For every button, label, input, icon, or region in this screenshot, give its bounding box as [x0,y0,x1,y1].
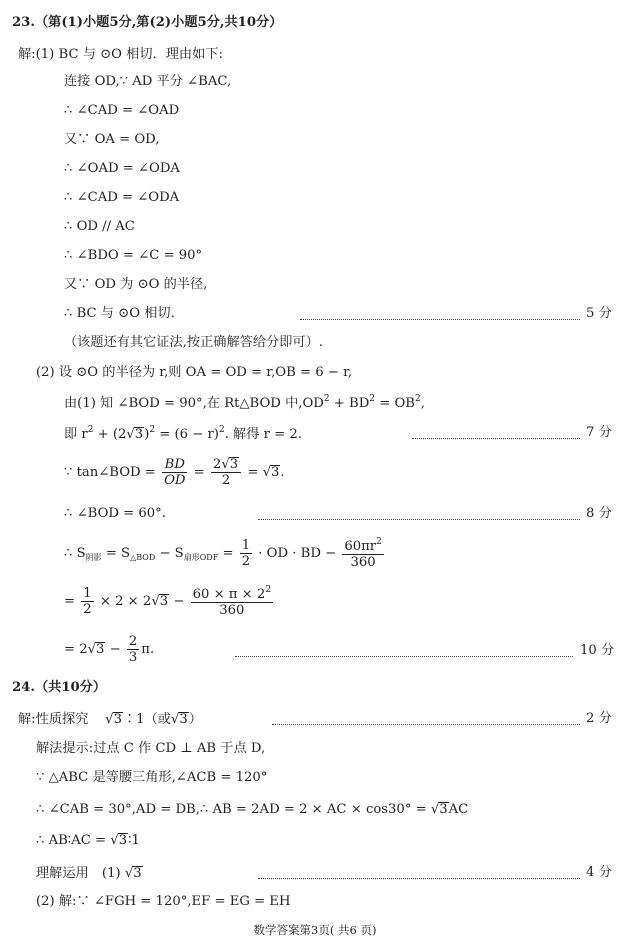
q23-tan-line: ∵ tan∠BOD = $\frac{BD}{OD}$ = $\frac{2√3}{2}$ = √3. [64,457,285,489]
score-leader [412,438,580,439]
q23-header: 23.（第(1)小题5分,第(2)小题5分,共10分） [12,15,283,30]
q23-part2-line1: (2) 设 ⊙O 的半径为 r,则 OA = OD = r,OB = 6 − r, [36,365,353,380]
q23-step-8: 又∵ OD 为 ⊙O 的半径, [64,277,208,292]
score-leader [258,878,580,879]
q23-angle-line: ∴ ∠BOD = 60°. [64,506,166,521]
q23-step-5: ∴ ∠CAD = ∠ODA [64,190,180,205]
score-8: 8 分 [586,506,612,521]
q23-part2-line2: 由(1) 知 ∠BOD = 90°,在 Rt△BOD 中$,OD^2 + BD^2 = OB^2$, [64,394,425,411]
score-leader [235,656,573,657]
q24-line-4: ∴ ∠CAB = 30°,AD = DB,∴ AB = 2AD = 2 × AC × cos30° = √3AC [36,802,469,817]
score-leader [272,724,580,725]
q23-step-7: ∴ ∠BDO = ∠C = 90° [64,248,203,263]
q24-line-3: ∵ △ABC 是等腰三角形,∠ACB = 120° [36,770,268,785]
score-leader [258,519,580,520]
q23-step-2: ∴ ∠CAD = ∠OAD [64,103,180,118]
q24-line-6: 理解运用 (1) √3 [36,866,142,881]
q24-line-1: 解:性质探究 √3∶1（或√3） [18,712,202,727]
page-footer: 数学答案第3页( 共6 页) [253,923,377,937]
q24-line-5: ∴ AB∶AC = √3∶1 [36,833,140,848]
score-7: 7 分 [586,425,612,440]
score-2: 2 分 [586,711,612,726]
q23-step-6: ∴ OD // AC [64,219,135,234]
q24-line-2: 解法提示:过点 C 作 CD ⊥ AB 于点 D, [36,741,266,756]
score-leader [300,319,580,320]
q24-line-7: (2) 解:∵ ∠FGH = 120°,EF = EG = EH [36,894,291,909]
q23-part1-intro: 解:(1) BC 与 ⊙O 相切．理由如下: [18,47,223,62]
q23-step-4: ∴ ∠OAD = ∠ODA [64,161,180,176]
score-4: 4 分 [586,865,612,880]
q23-calc-line: = $\frac{1}{2}$ × 2 × 2√3 − $\frac{60 \times \pi \times 2^2}{360}$ [64,585,272,619]
q23-part2-line3: 即 $r^2 + (2√3)^2 = (6 - r)^2$. 解得 r = 2. [64,425,302,442]
q24-header: 24.（共10分） [12,680,107,695]
q23-step-3: 又∵ OA = OD, [64,132,160,147]
q23-part1-note: （该题还有其它证法,按正确解答给分即可）. [64,335,323,350]
q23-result-line: = 2√3 − $\frac{2}{3}$ π. [64,634,155,666]
score-10: 10 分 [580,643,615,658]
score-5: 5 分 [586,306,612,321]
q23-step-1: 连接 OD,∵ AD 平分 ∠BAC, [64,74,232,89]
q23-area-line: ∴ $S_{阴影} = S_{\triangle BOD} - S_{扇形ODF}$ = $\frac{1}{2}$ · OD · BD − $\frac{60\pi r^2}{360}$ [64,537,382,571]
q23-part1-conclusion: ∴ BC 与 ⊙O 相切． [64,306,184,321]
